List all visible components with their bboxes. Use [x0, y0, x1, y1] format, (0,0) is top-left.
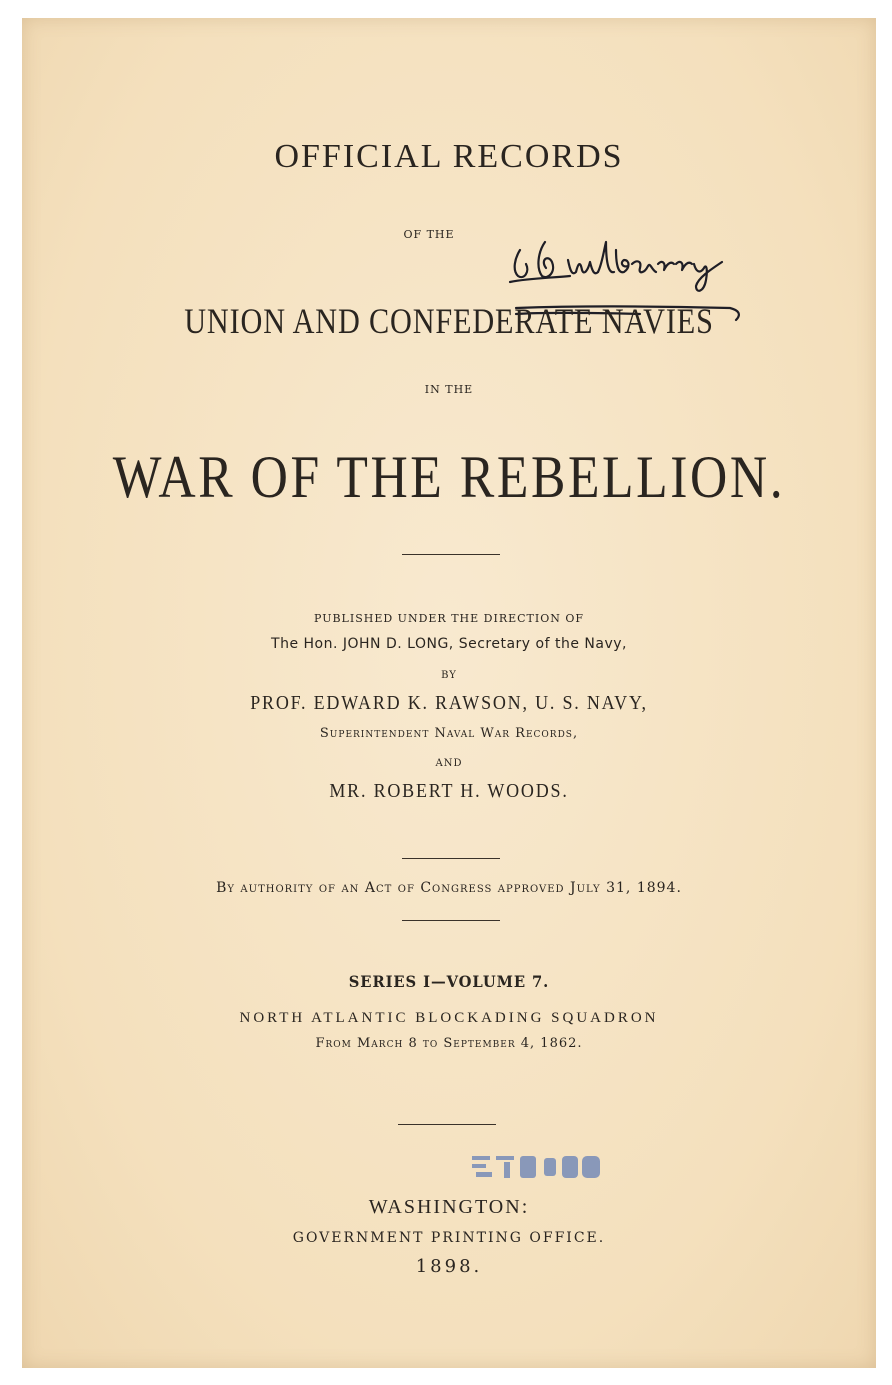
secretary-line: The Hon. JOHN D. LONG, Secretary of the Navy,	[271, 636, 627, 652]
by-label: BY	[441, 670, 457, 681]
squadron-name: NORTH ATLANTIC BLOCKADING SQUADRON	[239, 1010, 659, 1026]
divider-rule	[398, 1124, 496, 1125]
date-range: From March 8 to September 4, 1862.	[315, 1036, 583, 1051]
divider-rule	[402, 554, 500, 555]
title-in-the: IN THE	[424, 383, 474, 396]
title-war-of-the-rebellion: WAR OF THE REBELLION.	[112, 444, 786, 510]
library-stamp	[468, 1150, 608, 1186]
divider-rule	[402, 920, 500, 921]
divider-rule	[402, 858, 500, 859]
editor-woods: MR. ROBERT H. WOODS.	[329, 780, 569, 802]
imprint-printer: GOVERNMENT PRINTING OFFICE.	[292, 1230, 606, 1246]
title-page	[22, 18, 876, 1368]
published-under: PUBLISHED UNDER THE DIRECTION OF	[313, 612, 585, 625]
authority-line: By authority of an Act of Congress approved July 31, 1894.	[216, 880, 682, 896]
title-navies: UNION AND CONFEDERATE NAVIES	[184, 301, 714, 341]
imprint-city: WASHINGTON:	[368, 1196, 530, 1218]
editor-rawson: PROF. EDWARD K. RAWSON, U. S. NAVY,	[250, 692, 648, 714]
imprint-year: 1898.	[415, 1256, 483, 1277]
and-label: AND	[435, 758, 463, 769]
editor-rawson-title: Superintendent Naval War Records,	[319, 726, 579, 741]
series-volume: SERIES I—VOLUME 7.	[348, 972, 550, 991]
title-of-the: OF THE	[403, 228, 455, 241]
title-official-records: OFFICIAL RECORDS	[274, 138, 624, 175]
